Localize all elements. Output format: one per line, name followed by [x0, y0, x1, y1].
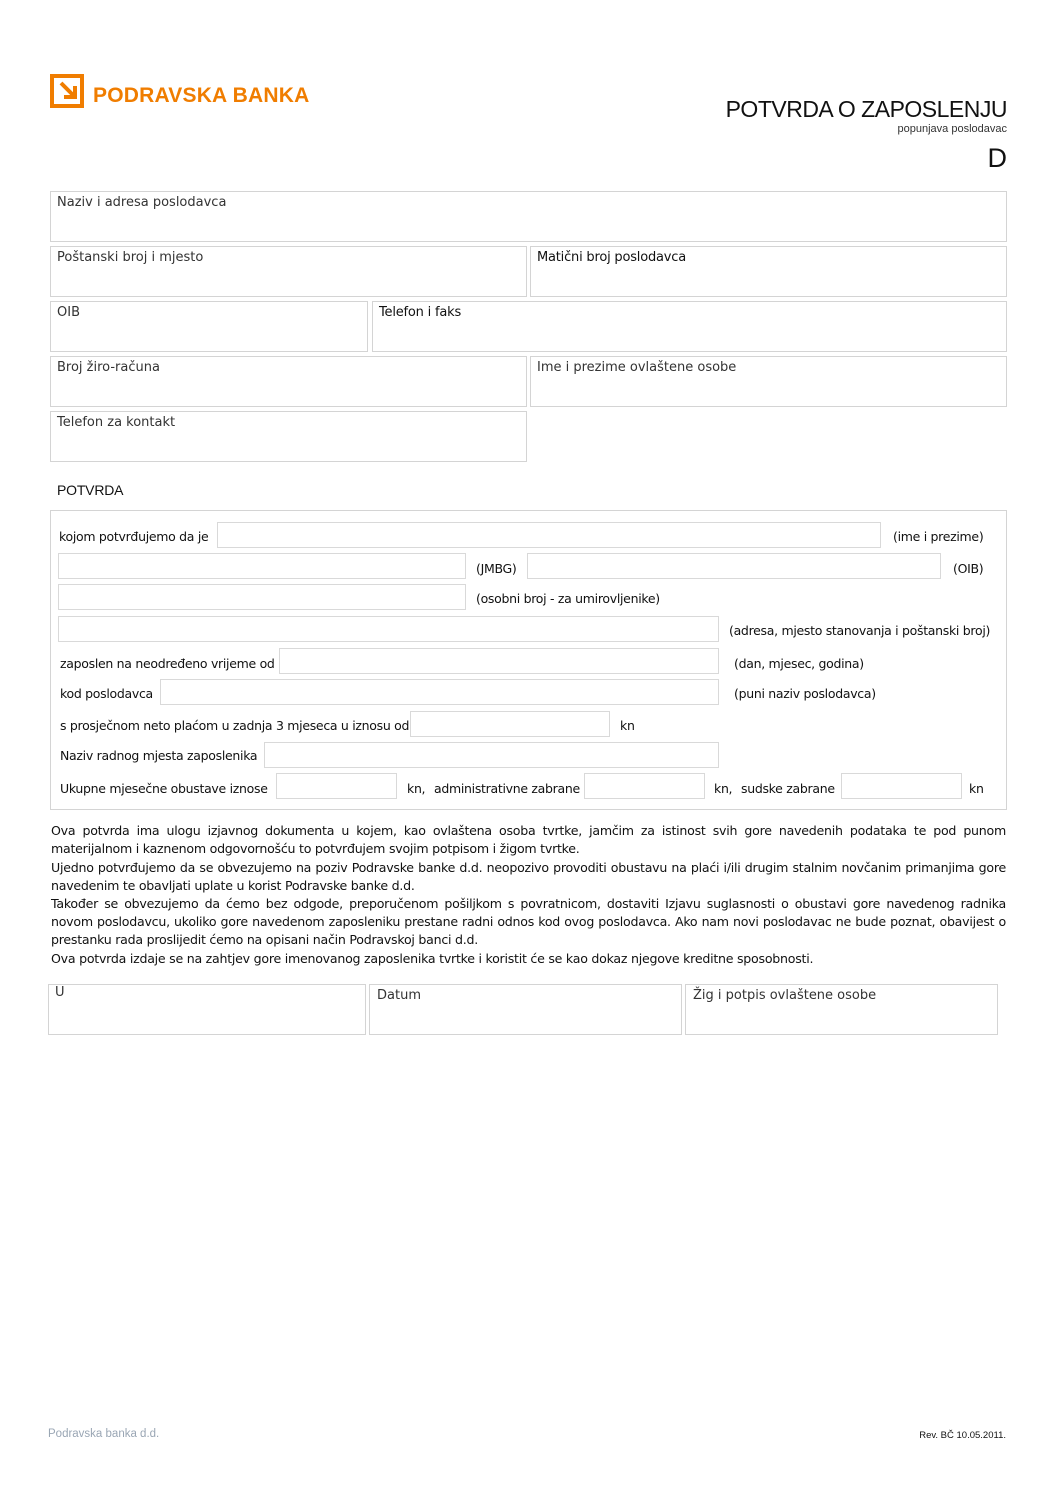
authorized-person-field[interactable] — [530, 356, 1007, 407]
employed-since-label: zaposlen na neodređeno vrijeme od — [60, 656, 275, 671]
phone-fax-label: Telefon i faks — [379, 305, 462, 320]
employee-name-input[interactable] — [217, 522, 881, 548]
admin-bans-label: administrativne zabrane — [434, 781, 580, 796]
declaration-paragraph-2: Ujedno potvrđujemo da se obvezujemo na poziv Podravske banke d.d. neopozivo provoditi obustavu na plaći i/ili drugim stalnim novčanim primanjima gore navedenim te obavljati uplate u korist Podravske banke d.d. — [51, 860, 1006, 893]
employer-reg-number-label: Matični broj poslodavca — [537, 250, 687, 265]
employed-since-input[interactable] — [279, 648, 719, 674]
employer-reg-number-field[interactable] — [530, 246, 1007, 297]
job-title-label: Naziv radnog mjesta zaposlenika — [60, 748, 258, 763]
logo-mark-icon — [50, 74, 84, 108]
stamp-signature-label: Žig i potpis ovlaštene osobe — [693, 988, 877, 1003]
total-deductions-input[interactable] — [276, 773, 397, 799]
place-label: U — [55, 985, 65, 1000]
date-field[interactable] — [369, 984, 682, 1035]
bank-logo — [50, 74, 350, 110]
confirmation-heading: POTVRDA — [57, 482, 124, 498]
form-code: D — [987, 143, 1007, 173]
employer-oib-label: OIB — [57, 305, 80, 320]
court-bans-label: sudske zabrane — [741, 781, 835, 796]
job-title-input[interactable] — [264, 742, 719, 768]
date-label: Datum — [377, 988, 421, 1003]
pension-id-input[interactable] — [58, 584, 466, 610]
bank-name: PODRAVSKA BANKA — [93, 84, 310, 107]
page-title: POTVRDA O ZAPOSLENJU — [725, 96, 1007, 122]
employer-hint-label: (puni naziv poslodavca) — [734, 686, 876, 701]
deductions-label: Ukupne mjesečne obustave iznose — [60, 781, 268, 796]
contact-phone-field[interactable] — [50, 411, 527, 462]
footer-company: Podravska banka d.d. — [48, 1428, 160, 1440]
footer-revision: Rev. BČ 10.05.2011. — [919, 1430, 1006, 1441]
employee-oib-label: (OIB) — [953, 561, 984, 576]
place-field[interactable] — [48, 984, 366, 1035]
postal-code-label: Poštanski broj i mjesto — [57, 250, 204, 265]
declaration-paragraph-3: Također se obvezujemo da ćemo bez odgode, preporučenom pošiljkom s povratnicom, dostaviti Izjavu suglasnosti o obustavi gore navedenog radnika novom poslodavcu, ukoliko gore navedenom zaposleniku prestane radni odnos kod ovog poslodavca. Ako nam novi poslodavac ne bude poznat, obavijest o prestanku rada proslijedit ćemo na opisani način Podravskoj banci d.d. — [51, 896, 1006, 947]
authorized-person-label: Ime i prezime ovlaštene osobe — [537, 360, 737, 375]
stamp-signature-field[interactable] — [685, 984, 998, 1035]
salary-currency-label: kn — [620, 718, 635, 733]
admin-bans-input[interactable] — [584, 773, 705, 799]
employer-full-name-input[interactable] — [160, 679, 719, 705]
phone-fax-field[interactable] — [372, 301, 1007, 352]
employer-name-address-label: Naziv i adresa poslodavca — [57, 195, 227, 210]
date-hint-label: (dan, mjesec, godina) — [734, 656, 864, 671]
declaration-paragraph-1: Ova potvrda ima ulogu izjavnog dokumenta u kojem, kao ovlaštena osoba tvrtke, jamčim za istinost svih gore navedenih podataka te pod punom materijalnom i kaznenom odgovornošću to potvrđujem svojim potpisom i žigom tvrtke. — [51, 823, 1006, 856]
employer-oib-field[interactable] — [50, 301, 368, 352]
declaration-paragraph-4: Ova potvrda izdaje se na zahtjev gore imenovanog zaposlenika tvrtke i koristit će se kao dokaz njegove kreditne sposobnosti. — [51, 951, 814, 966]
employer-name-address-field[interactable] — [50, 191, 1007, 242]
account-field[interactable] — [50, 356, 527, 407]
salary-input[interactable] — [410, 711, 610, 737]
name-hint-label: (ime i prezime) — [893, 529, 984, 544]
jmbg-input[interactable] — [58, 553, 466, 579]
intro-label: kojom potvrđujemo da je — [59, 529, 209, 544]
deductions-currency-label: kn, — [407, 781, 426, 796]
salary-label: s prosječnom neto plaćom u zadnja 3 mjeseca u iznosu od — [60, 718, 410, 733]
employee-oib-input[interactable] — [527, 553, 941, 579]
court-bans-input[interactable] — [841, 773, 962, 799]
account-label: Broj žiro-računa — [57, 360, 160, 375]
employer-label: kod poslodavca — [60, 686, 153, 701]
address-hint-label: (adresa, mjesto stanovanja i poštanski broj) — [729, 623, 991, 638]
admin-bans-currency-label: kn, — [714, 781, 733, 796]
jmbg-label: (JMBG) — [476, 561, 517, 576]
court-bans-currency-label: kn — [969, 781, 984, 796]
address-input[interactable] — [58, 616, 719, 642]
postal-code-field[interactable] — [50, 246, 527, 297]
pension-id-label: (osobni broj - za umirovljenike) — [476, 591, 660, 606]
page-subtitle: popunjava poslodavac — [897, 123, 1007, 135]
contact-phone-label: Telefon za kontakt — [57, 415, 176, 430]
